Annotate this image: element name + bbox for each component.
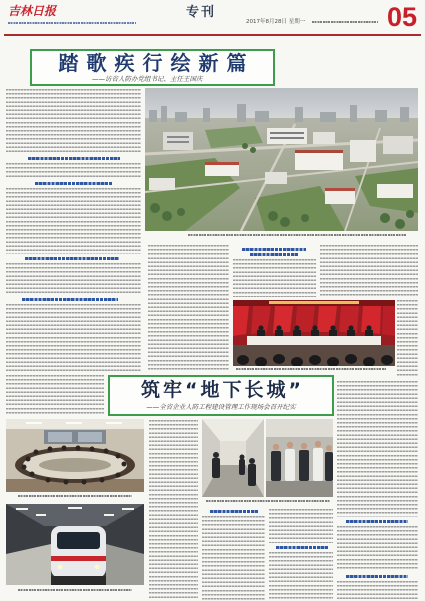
article-body-text <box>6 304 141 372</box>
photo-caption <box>236 368 386 370</box>
red-stripe <box>51 556 106 561</box>
article-body-text <box>6 263 141 295</box>
subheading <box>346 575 408 578</box>
article-1-subtitle: ——访省人防办党组书记、主任王国庆 <box>92 75 203 83</box>
subheading <box>22 298 118 301</box>
banner-lettering <box>269 301 359 304</box>
article-body-text <box>337 381 418 517</box>
article-body-text <box>6 163 141 179</box>
newspaper-logo: 吉林日报 <box>8 4 57 18</box>
article-1-headline: 踏歌疾行绘新篇 <box>58 51 255 75</box>
photo-caption <box>18 495 132 497</box>
photo-caption <box>206 500 330 502</box>
subheading <box>25 257 119 260</box>
stage-table <box>247 336 381 345</box>
article-body-text <box>320 245 418 297</box>
subheading <box>250 253 298 256</box>
subheading <box>35 182 113 185</box>
subway-train-photo <box>6 504 144 585</box>
headline-box-2 <box>108 375 334 416</box>
article-body-text <box>337 581 418 600</box>
photo-caption <box>188 234 406 236</box>
page-number: 05 <box>387 2 418 32</box>
contact-info-line <box>8 22 136 24</box>
section-title: 专刊 <box>186 5 217 20</box>
subheading <box>276 546 328 549</box>
underground-corridor-photo <box>202 419 264 497</box>
ceiling <box>266 419 333 437</box>
side-caption-strip <box>397 300 418 378</box>
meeting-room-photo <box>6 419 144 492</box>
article-body-text <box>233 259 316 297</box>
article-body-text <box>6 89 141 154</box>
track <box>51 576 106 585</box>
headline-box-1 <box>30 49 275 86</box>
article-body-text <box>269 552 333 600</box>
subheading <box>346 520 408 523</box>
inspection-group-photo <box>266 419 333 497</box>
subheading <box>210 510 258 513</box>
article-body-text <box>337 526 418 571</box>
windshield <box>57 532 100 549</box>
article-body-text <box>148 245 229 371</box>
article-2-headline: 筑牢“地下长城” <box>141 379 304 401</box>
masthead-rule <box>4 34 421 36</box>
article-body-text <box>6 188 141 254</box>
article-body-text <box>202 516 265 600</box>
floor <box>266 481 333 497</box>
editor-credits-line <box>312 21 378 23</box>
issue-date: 2017年8月28日 星期一 <box>246 19 306 25</box>
article-body-text <box>149 420 198 600</box>
photo-caption <box>18 589 132 591</box>
conference-stage-photo <box>233 300 395 366</box>
article-body-text <box>6 375 104 415</box>
subheading <box>28 157 120 160</box>
ceiling-lights <box>26 422 122 424</box>
article-body-text <box>269 509 333 543</box>
subheading <box>242 248 306 251</box>
article-2-subtitle: ——全省企业人防工程建设管理工作现场会召开纪实 <box>146 403 296 411</box>
aerial-city-photo <box>145 88 418 231</box>
